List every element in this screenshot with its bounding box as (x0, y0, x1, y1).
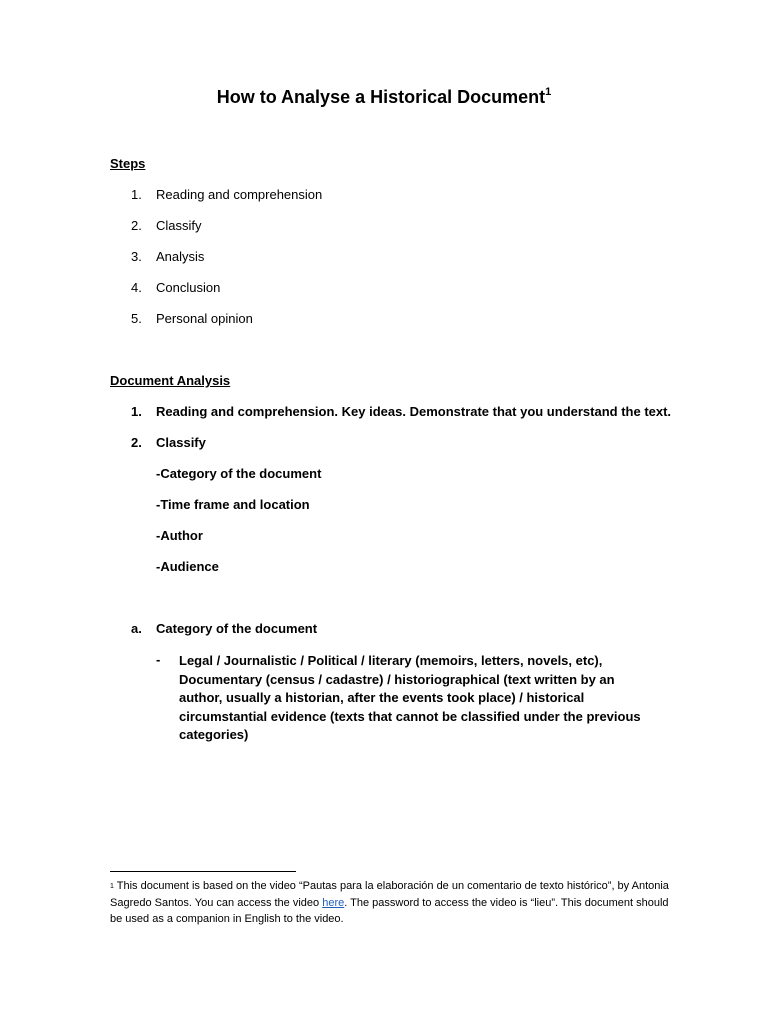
analysis-item-bold: Reading and comprehension. (156, 404, 339, 419)
analysis-item-rest: Key ideas. Demonstrate that you understand the text. (338, 404, 672, 419)
step-label: Classify (156, 218, 202, 233)
step-label: Conclusion (156, 280, 221, 295)
document-title (0, 87, 768, 108)
analysis-item-number: 2. (131, 435, 142, 450)
subsection-letter: a. (131, 621, 142, 636)
step-label: Personal opinion (156, 311, 253, 326)
subsection-category-heading: Category of the document (156, 621, 318, 636)
steps-heading: Steps (110, 156, 146, 171)
footnote-text-before: This document is based on the video “Pautas para la elaboración de un comentario de texto histórico”, by Antonia Sagredo Santos. You can access the video (110, 880, 669, 909)
step-number: 5. (131, 311, 142, 326)
step-label: Analysis (156, 249, 205, 264)
analysis-item-number: 1. (131, 404, 142, 419)
classify-point: -Audience (156, 559, 219, 574)
footnote (110, 878, 670, 928)
footnote-mark: 1 (110, 883, 114, 890)
title-footnote-mark[interactable]: 1 (545, 86, 552, 98)
document-analysis-heading: Document Analysis (110, 373, 231, 388)
step-number: 1. (131, 187, 142, 202)
step-number: 4. (131, 280, 142, 295)
step-number: 3. (131, 249, 142, 264)
title-text: How to Analyse a Historical Document (216, 87, 546, 107)
footnote-separator (110, 871, 296, 872)
classify-point: -Time frame and location (156, 497, 310, 512)
classify-point: -Author (156, 528, 203, 543)
footnote-text-after: . The password to access the video is “lieu”. This document should be used as a companion in English to the video. (110, 896, 669, 925)
classify-point: -Category of the document (156, 466, 322, 481)
bullet-marker: - (156, 652, 161, 667)
step-number: 2. (131, 218, 142, 233)
analysis-item-reading (156, 404, 671, 419)
footnote-video-link[interactable]: here (322, 896, 345, 909)
step-label: Reading and comprehension (156, 187, 323, 202)
category-description: Legal / Journalistic / Political / literary (memoirs, letters, novels, etc), Documentary (census / cadastre) / historiographical (text written by an author, usually a historian, after the events took place) / historical circumstantial evidence (texts that cannot be classified under the previous categories) (179, 653, 641, 742)
analysis-item-classify: Classify (156, 435, 206, 450)
